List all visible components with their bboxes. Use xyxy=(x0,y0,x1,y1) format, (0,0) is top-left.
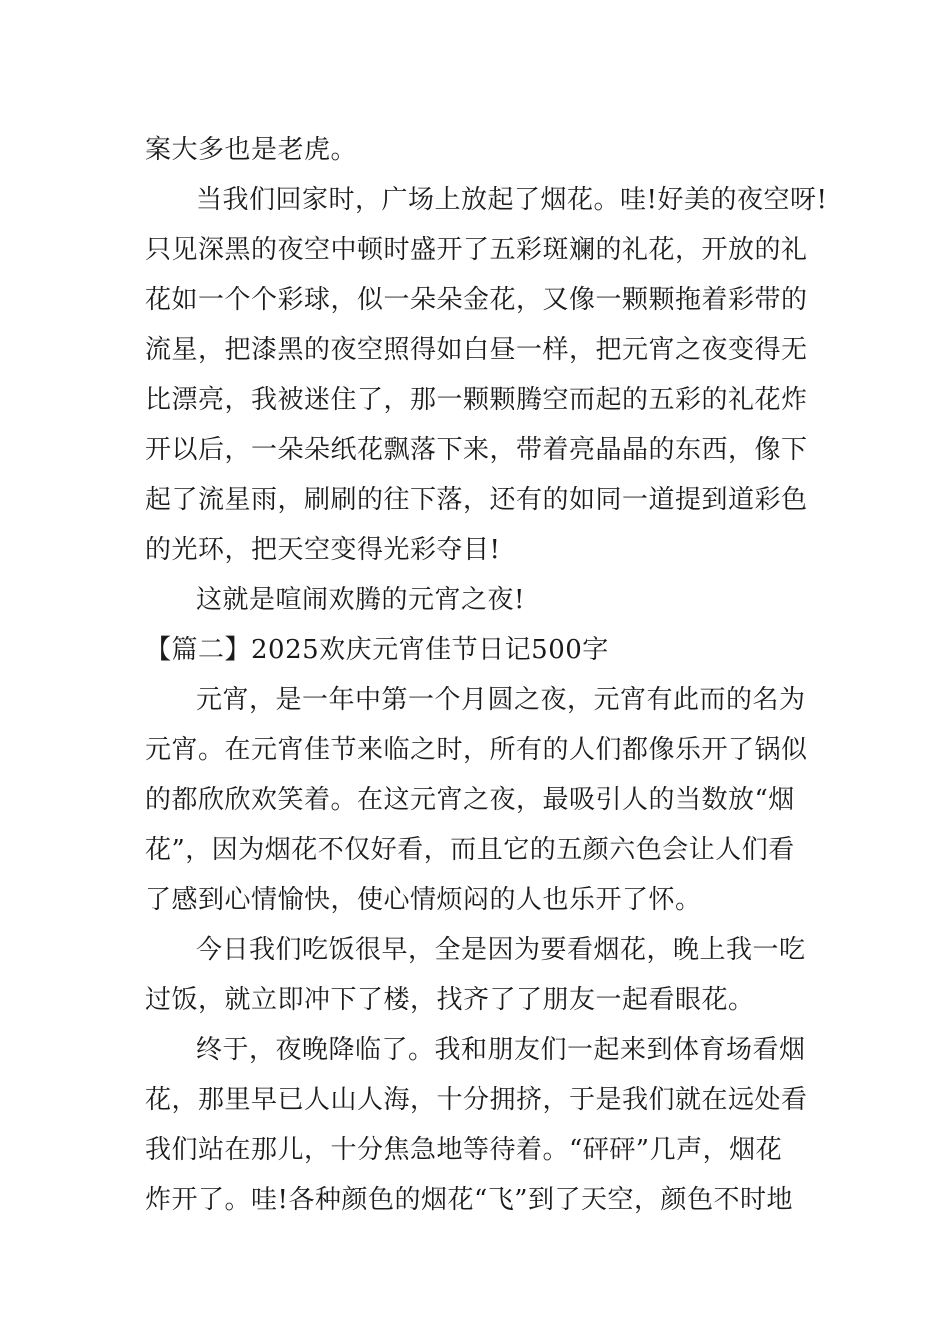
text-line: 比漂亮，我被迷住了，那一颗颗腾空而起的五彩的礼花炸 xyxy=(145,385,808,415)
text-line: 案大多也是老虎。 xyxy=(145,135,358,165)
text-line: 我们站在那儿，十分焦急地等待着。“砰砰”几声，烟花 xyxy=(145,1135,783,1165)
paragraph-first-line: 当我们回家时，广场上放起了烟花。哇!好美的夜空呀! xyxy=(196,185,828,215)
text-line: 花”，因为烟花不仅好看，而且它的五颜六色会让人们看 xyxy=(145,835,795,865)
text-line: 过饭，就立即冲下了楼，找齐了了朋友一起看眼花。 xyxy=(145,985,755,1015)
section-heading: 【篇二】2025欢庆元宵佳节日记500字 xyxy=(145,635,609,665)
text-line: 开以后，一朵朵纸花飘落下来，带着亮晶晶的东西，像下 xyxy=(145,435,808,465)
paragraph-first-line: 终于，夜晚降临了。我和朋友们一起来到体育场看烟 xyxy=(196,1035,806,1065)
text-line: 流星，把漆黑的夜空照得如白昼一样，把元宵之夜变得无 xyxy=(145,335,808,365)
text-line: 花，那里早已人山人海，十分拥挤，于是我们就在远处看 xyxy=(145,1085,808,1115)
paragraph-first-line: 今日我们吃饭很早，全是因为要看烟花，晚上我一吃 xyxy=(196,935,806,965)
text-line: 了感到心情愉快，使心情烦闷的人也乐开了怀。 xyxy=(145,885,702,915)
text-line: 炸开了。哇!各种颜色的烟花“飞”到了天空，颜色不时地 xyxy=(145,1185,794,1215)
text-line: 元宵。在元宵佳节来临之时，所有的人们都像乐开了锅似 xyxy=(145,735,808,765)
text-line: 的都欣欣欢笑着。在这元宵之夜，最吸引人的当数放“烟 xyxy=(145,785,795,815)
paragraph-first-line: 这就是喧闹欢腾的元宵之夜! xyxy=(196,585,525,615)
text-line: 花如一个个彩球，似一朵朵金花，又像一颗颗拖着彩带的 xyxy=(145,285,808,315)
paragraph-first-line: 元宵，是一年中第一个月圆之夜，元宵有此而的名为 xyxy=(196,685,806,715)
text-line: 的光环，把天空变得光彩夺目! xyxy=(145,535,501,565)
text-line: 起了流星雨，刷刷的往下落，还有的如同一道提到道彩色 xyxy=(145,485,808,515)
text-line: 只见深黑的夜空中顿时盛开了五彩斑斓的礼花，开放的礼 xyxy=(145,235,808,265)
